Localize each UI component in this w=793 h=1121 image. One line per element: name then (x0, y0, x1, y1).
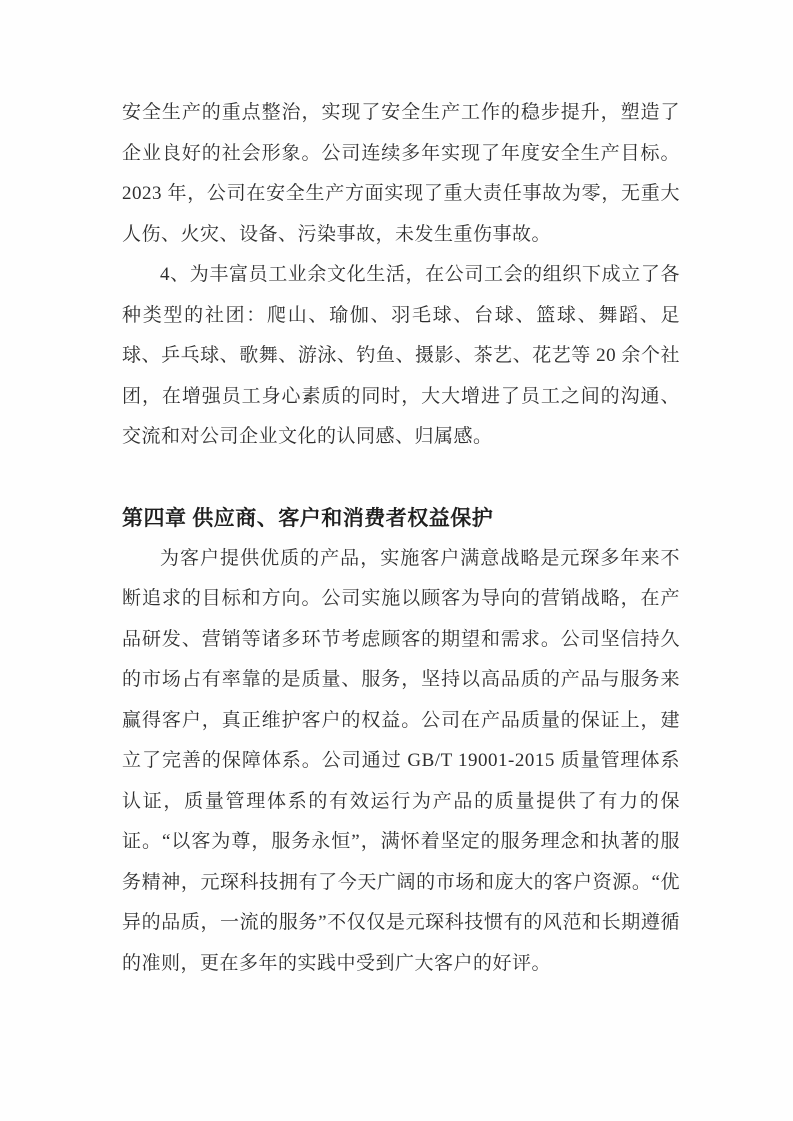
chapter-heading: 第四章 供应商、客户和消费者权益保护 (122, 505, 494, 530)
page-content (122, 93, 680, 984)
paragraph-customer-quality: 为客户提供优质的产品，实施客户满意战略是元琛多年来不断追求的目标和方向。公司实施以顾客为导向的营销战略，在产品研发、营销等诸多环节考虑顾客的期望和需求。公司坚信持久的市场占有率靠的是质量、服务，坚持以高品质的产品与服务来赢得客户，真正维护客户的权益。公司在产品质量的保证上，建立了完善的保障体系。公司通过 GB/T 19001-2015 质量管理体系认证，质量管理体系的有效运行为产品的质量提供了有力的保证。“以客为尊，服务永恒”，满怀着坚定的服务理念和执著的服务精神，元琛科技拥有了今天广阔的市场和庞大的客户资源。“优异的品质，一流的服务”不仅仅是元琛科技惯有的风范和长期遵循的准则，更在多年的实践中受到广大客户的好评。 (122, 547, 680, 974)
paragraph-safety-production: 安全生产的重点整治，实现了安全生产工作的稳步提升，塑造了企业良好的社会形象。公司连续多年实现了年度安全生产目标。2023 年，公司在安全生产方面实现了重大责任事故为零，无重大人伤、火灾、设备、污染事故，未发生重伤事故。 (122, 102, 680, 245)
paragraph-employee-clubs: 4、为丰富员工业余文化生活，在公司工会的组织下成立了各种类型的社团：爬山、瑜伽、羽毛球、台球、篮球、舞蹈、足球、乒乓球、歌舞、游泳、钓鱼、摄影、茶艺、花艺等 20 余个社团，在增强员工身心素质的同时，大大增进了员工之间的沟通、交流和对公司企业文化的认同感、归属感。 (122, 264, 680, 447)
